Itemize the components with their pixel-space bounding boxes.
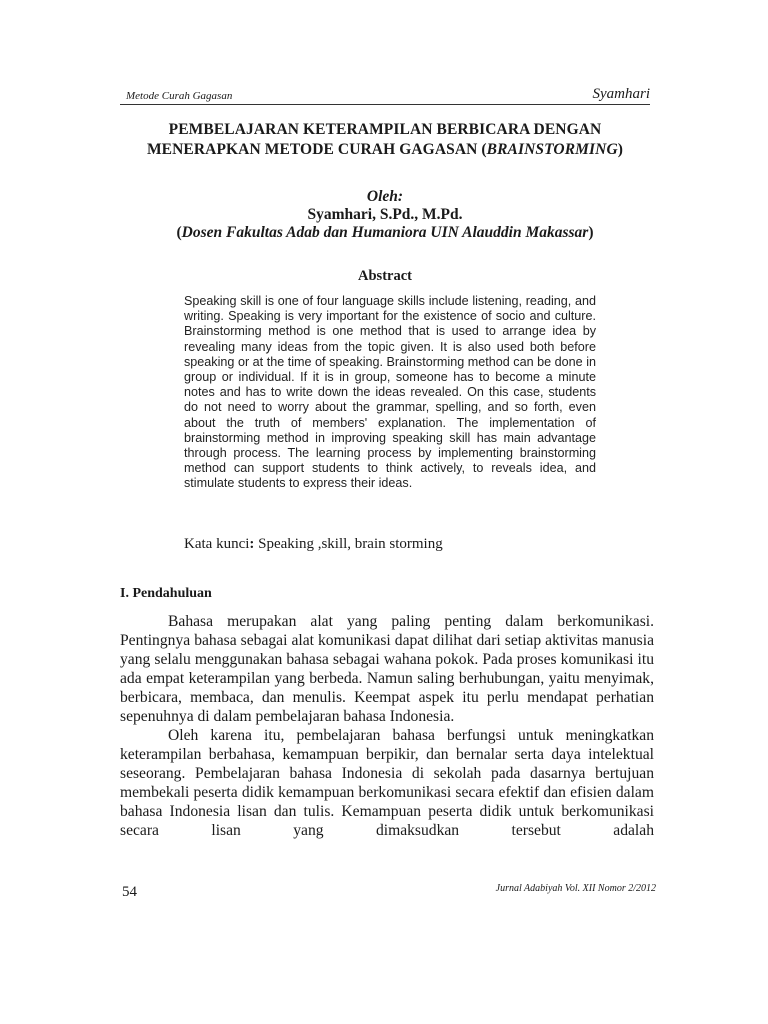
paragraph-2: Oleh karena itu, pembelajaran bahasa berfungsi untuk meningkatkan keterampilan berbahasa, kemampuan berpikir, dan bernalar serta daya intelektual seseorang. Pembelajaran bahasa Indonesia di sekolah pada dasarnya bertujuan membekali peserta didik kemampuan berkomunikasi secara efektif dan efisien dalam bahasa Indonesia lisan dan tulis. Kemampuan peserta didik untuk berkomunikasi secara lisan yang dimaksudkan tersebut adalah xyxy=(120,727,654,839)
paragraph-1: Bahasa merupakan alat yang paling penting dalam berkomunikasi. Pentingnya bahasa sebagai alat komunikasi dapat dilihat dari setiap aktivitas manusia yang selalu menggunakan bahasa sebagai wahana pokok. Pada proses komunikasi itu ada empat keterampilan yang berbeda. Namun saling berhubungan, yaitu menyimak, berbicara, membaca, dan menulis. Keempat aspek itu perlu mendapat perhatian sepenuhnya di dalam pembelajaran bahasa Indonesia. xyxy=(120,613,654,725)
journal-footer: Jurnal Adabiyah Vol. XII Nomor 2/2012 xyxy=(495,883,656,894)
title-line-2 xyxy=(120,140,650,160)
abstract-body: Speaking skill is one of four language skills include listening, reading, and writing. Speaking is very important for the existence of socio and culture. Brainstorming method is one method that is used to arrange idea by revealing many ideas from the topic given. It is also used both before speaking or at the time of speaking. Brainstorming method can be done in group or individual. If it is in group, someone has to become a minute notes and has to write down the ideas revealed. On this case, students do not need to worry about the grammar, spelling, and so forth, even about the truth of members' explanation. The implementation of brainstorming method in improving speaking skill has main advantage through process. The learning process by implementing brainstorming method can support students to think actively, to reveals idea, and stimulate students to express their ideas. xyxy=(184,294,596,491)
running-header-author: Syamhari xyxy=(592,86,650,102)
affiliation-open: ( xyxy=(176,224,182,241)
keywords-value: Speaking ,skill, brain storming xyxy=(254,536,443,552)
keywords xyxy=(184,536,443,553)
page-number: 54 xyxy=(122,884,137,900)
running-header xyxy=(120,86,650,108)
section-heading: I. Pendahuluan xyxy=(120,586,212,601)
author-affiliation xyxy=(120,224,650,242)
author-name: Syamhari, S.Pd., M.Pd. xyxy=(307,206,463,223)
section-body xyxy=(120,612,654,840)
byline xyxy=(120,188,650,242)
abstract-heading: Abstract xyxy=(358,268,412,284)
title-line-1: PEMBELAJARAN KETERAMPILAN BERBICARA DENGAN xyxy=(168,121,602,138)
title-brainstorming: BRAINSTORMING xyxy=(486,141,618,158)
header-rule xyxy=(120,104,650,105)
article-title xyxy=(120,120,650,160)
running-header-left: Metode Curah Gagasan xyxy=(126,90,233,102)
affiliation-close: ) xyxy=(588,224,594,241)
keywords-colon: : xyxy=(249,536,255,552)
keywords-label: Kata kunci xyxy=(184,536,250,552)
byline-oleh: Oleh: xyxy=(366,188,404,205)
title-line-2-prefix: MENERAPKAN METODE CURAH GAGASAN ( xyxy=(146,141,487,158)
affiliation-text: Dosen Fakultas Adab dan Humaniora UIN Alauddin Makassar xyxy=(181,224,589,241)
title-line-2-suffix: ) xyxy=(617,141,624,158)
